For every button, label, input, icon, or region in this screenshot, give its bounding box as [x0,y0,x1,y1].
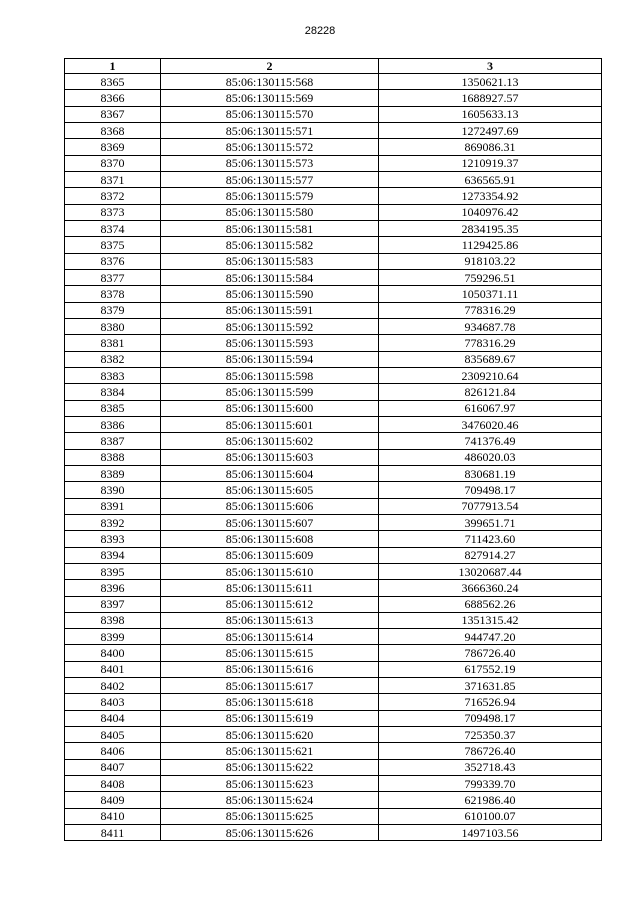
cell-number: 8388 [65,449,161,465]
table-row [65,825,602,841]
cell-cadastral-number: 85:06:130115:611 [161,580,379,596]
table-row [65,759,602,775]
cell-value: 486020.03 [379,449,602,465]
table-row [65,694,602,710]
table-row [65,122,602,138]
cell-number: 8397 [65,596,161,612]
cell-value: 13020687.44 [379,563,602,579]
cell-value: 799339.70 [379,776,602,792]
cell-number: 8379 [65,302,161,318]
table-row [65,612,602,628]
table-row [65,661,602,677]
table-row [65,139,602,155]
table-row [65,302,602,318]
table-row [65,90,602,106]
cell-value: 711423.60 [379,531,602,547]
cell-value: 869086.31 [379,139,602,155]
cell-cadastral-number: 85:06:130115:622 [161,759,379,775]
cell-value: 636565.91 [379,171,602,187]
cell-value: 918103.22 [379,253,602,269]
cell-cadastral-number: 85:06:130115:624 [161,792,379,808]
column-header-3: 3 [379,59,602,74]
table-row [65,531,602,547]
column-header-1: 1 [65,59,161,74]
cell-cadastral-number: 85:06:130115:603 [161,449,379,465]
cell-number: 8386 [65,416,161,432]
table-row [65,678,602,694]
cell-cadastral-number: 85:06:130115:582 [161,237,379,253]
table-row [65,286,602,302]
cell-value: 3666360.24 [379,580,602,596]
cell-value: 830681.19 [379,465,602,481]
cell-number: 8368 [65,122,161,138]
cell-value: 709498.17 [379,482,602,498]
cell-value: 1273354.92 [379,188,602,204]
column-header-2: 2 [161,59,379,74]
cell-number: 8411 [65,825,161,841]
cell-value: 778316.29 [379,335,602,351]
cell-cadastral-number: 85:06:130115:616 [161,661,379,677]
table-row [65,792,602,808]
table-row [65,188,602,204]
table-header [65,59,602,74]
cell-value: 352718.43 [379,759,602,775]
cell-number: 8380 [65,318,161,334]
cell-value: 835689.67 [379,351,602,367]
cell-value: 1688927.57 [379,90,602,106]
cell-number: 8375 [65,237,161,253]
table-row [65,808,602,824]
table-row [65,547,602,563]
cell-cadastral-number: 85:06:130115:626 [161,825,379,841]
table-row [65,449,602,465]
cell-cadastral-number: 85:06:130115:598 [161,367,379,383]
cell-number: 8385 [65,400,161,416]
table-row [65,351,602,367]
cell-value: 371631.85 [379,678,602,694]
cell-cadastral-number: 85:06:130115:623 [161,776,379,792]
table-row [65,269,602,285]
cell-value: 1129425.86 [379,237,602,253]
cell-cadastral-number: 85:06:130115:580 [161,204,379,220]
cell-cadastral-number: 85:06:130115:620 [161,727,379,743]
cell-cadastral-number: 85:06:130115:591 [161,302,379,318]
cell-value: 725350.37 [379,727,602,743]
table-row [65,384,602,400]
cell-cadastral-number: 85:06:130115:583 [161,253,379,269]
data-table [64,58,602,841]
cell-cadastral-number: 85:06:130115:570 [161,106,379,122]
table-row [65,596,602,612]
cell-number: 8403 [65,694,161,710]
cell-number: 8392 [65,514,161,530]
table-row [65,253,602,269]
header-row [65,59,602,74]
cell-number: 8377 [65,269,161,285]
cell-number: 8391 [65,498,161,514]
table-row [65,514,602,530]
table-row [65,335,602,351]
cell-cadastral-number: 85:06:130115:613 [161,612,379,628]
cell-cadastral-number: 85:06:130115:601 [161,416,379,432]
cell-number: 8366 [65,90,161,106]
table-row [65,710,602,726]
cell-value: 826121.84 [379,384,602,400]
table-row [65,629,602,645]
cell-cadastral-number: 85:06:130115:590 [161,286,379,302]
cell-cadastral-number: 85:06:130115:569 [161,90,379,106]
table-row [65,580,602,596]
cell-number: 8384 [65,384,161,400]
table-row [65,106,602,122]
cell-cadastral-number: 85:06:130115:573 [161,155,379,171]
cell-number: 8404 [65,710,161,726]
cell-cadastral-number: 85:06:130115:608 [161,531,379,547]
cell-number: 8365 [65,74,161,90]
cell-value: 1050371.11 [379,286,602,302]
cell-value: 709498.17 [379,710,602,726]
cell-cadastral-number: 85:06:130115:605 [161,482,379,498]
cell-value: 716526.94 [379,694,602,710]
table-row [65,74,602,90]
cell-number: 8387 [65,433,161,449]
cell-number: 8374 [65,220,161,236]
cell-cadastral-number: 85:06:130115:577 [161,171,379,187]
cell-number: 8373 [65,204,161,220]
table-row [65,367,602,383]
cell-number: 8378 [65,286,161,302]
cell-number: 8409 [65,792,161,808]
cell-number: 8381 [65,335,161,351]
cell-cadastral-number: 85:06:130115:614 [161,629,379,645]
cell-cadastral-number: 85:06:130115:599 [161,384,379,400]
table-body [65,74,602,841]
table-row [65,498,602,514]
cell-value: 944747.20 [379,629,602,645]
cell-cadastral-number: 85:06:130115:621 [161,743,379,759]
cell-number: 8370 [65,155,161,171]
cell-cadastral-number: 85:06:130115:606 [161,498,379,514]
cell-value: 2309210.64 [379,367,602,383]
cell-value: 786726.40 [379,743,602,759]
cell-number: 8396 [65,580,161,596]
cell-cadastral-number: 85:06:130115:579 [161,188,379,204]
cell-value: 610100.07 [379,808,602,824]
cell-cadastral-number: 85:06:130115:594 [161,351,379,367]
cell-cadastral-number: 85:06:130115:581 [161,220,379,236]
table-row [65,482,602,498]
cell-number: 8393 [65,531,161,547]
table-row [65,727,602,743]
cell-value: 1497103.56 [379,825,602,841]
cell-cadastral-number: 85:06:130115:609 [161,547,379,563]
cell-number: 8382 [65,351,161,367]
cell-number: 8369 [65,139,161,155]
cell-value: 1605633.13 [379,106,602,122]
table-row [65,237,602,253]
table-row [65,155,602,171]
cell-value: 827914.27 [379,547,602,563]
cell-cadastral-number: 85:06:130115:612 [161,596,379,612]
cell-cadastral-number: 85:06:130115:625 [161,808,379,824]
cell-cadastral-number: 85:06:130115:610 [161,563,379,579]
cell-number: 8394 [65,547,161,563]
page-number: 28228 [304,25,336,37]
table-row [65,416,602,432]
cell-value: 786726.40 [379,645,602,661]
cell-cadastral-number: 85:06:130115:600 [161,400,379,416]
cell-number: 8408 [65,776,161,792]
cell-value: 741376.49 [379,433,602,449]
cell-cadastral-number: 85:06:130115:604 [161,465,379,481]
cell-number: 8401 [65,661,161,677]
cell-number: 8406 [65,743,161,759]
cell-number: 8383 [65,367,161,383]
cell-number: 8371 [65,171,161,187]
cell-cadastral-number: 85:06:130115:568 [161,74,379,90]
cell-cadastral-number: 85:06:130115:593 [161,335,379,351]
cell-value: 1350621.13 [379,74,602,90]
cell-value: 934687.78 [379,318,602,334]
cell-number: 8367 [65,106,161,122]
table-row [65,563,602,579]
cell-cadastral-number: 85:06:130115:571 [161,122,379,138]
cell-cadastral-number: 85:06:130115:592 [161,318,379,334]
cell-value: 617552.19 [379,661,602,677]
cell-cadastral-number: 85:06:130115:619 [161,710,379,726]
cell-number: 8390 [65,482,161,498]
cell-number: 8372 [65,188,161,204]
cell-number: 8398 [65,612,161,628]
cell-cadastral-number: 85:06:130115:615 [161,645,379,661]
cell-number: 8405 [65,727,161,743]
cell-cadastral-number: 85:06:130115:602 [161,433,379,449]
cell-number: 8399 [65,629,161,645]
cell-cadastral-number: 85:06:130115:618 [161,694,379,710]
cell-number: 8376 [65,253,161,269]
cell-value: 621986.40 [379,792,602,808]
cell-number: 8395 [65,563,161,579]
table-row [65,171,602,187]
cell-value: 759296.51 [379,269,602,285]
cell-value: 616067.97 [379,400,602,416]
table-row [65,318,602,334]
cell-value: 1351315.42 [379,612,602,628]
cell-value: 2834195.35 [379,220,602,236]
cell-value: 7077913.54 [379,498,602,514]
cell-value: 688562.26 [379,596,602,612]
cell-value: 399651.71 [379,514,602,530]
table-row [65,743,602,759]
cell-number: 8410 [65,808,161,824]
table-row [65,645,602,661]
cell-value: 1210919.37 [379,155,602,171]
table-row [65,776,602,792]
cell-cadastral-number: 85:06:130115:607 [161,514,379,530]
table-row [65,204,602,220]
cell-cadastral-number: 85:06:130115:572 [161,139,379,155]
cell-cadastral-number: 85:06:130115:584 [161,269,379,285]
cell-number: 8400 [65,645,161,661]
table-row [65,465,602,481]
cell-value: 778316.29 [379,302,602,318]
cell-number: 8407 [65,759,161,775]
cell-value: 1040976.42 [379,204,602,220]
cell-value: 1272497.69 [379,122,602,138]
cell-cadastral-number: 85:06:130115:617 [161,678,379,694]
table-row [65,220,602,236]
cell-number: 8402 [65,678,161,694]
cell-number: 8389 [65,465,161,481]
table-row [65,400,602,416]
table-row [65,433,602,449]
cell-value: 3476020.46 [379,416,602,432]
